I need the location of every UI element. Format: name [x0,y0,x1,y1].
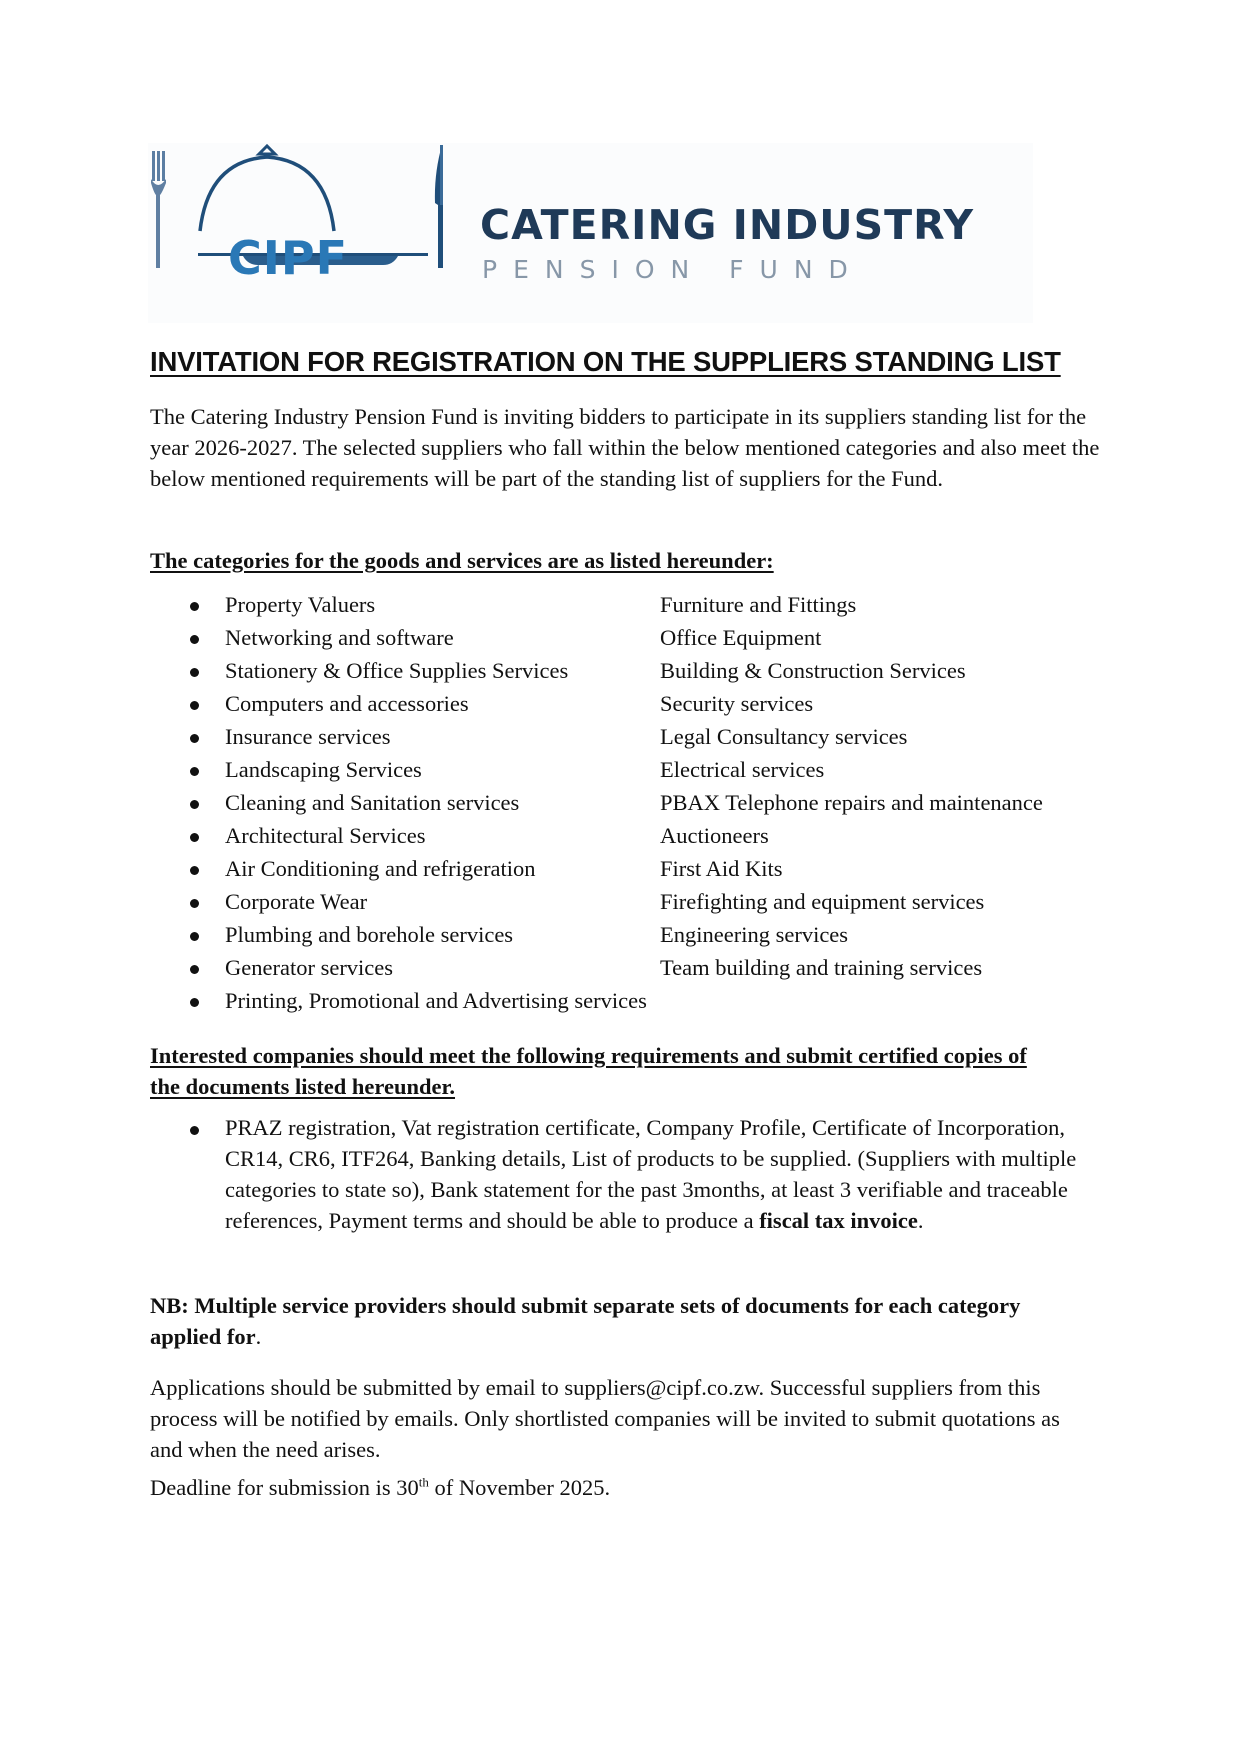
logo-title: CATERING INDUSTRY [480,201,975,249]
bullet-icon [190,899,199,908]
category-right: PBAX Telephone repairs and maintenance [660,790,1043,815]
nb-bold: NB: Multiple service providers should submit separate sets of documents for each category applied for [150,1293,1021,1349]
category-left: Stationery & Office Supplies Services [225,658,569,683]
cipf-logo [148,143,1033,323]
category-row [0,819,1241,852]
deadline-ordinal: th [418,1474,429,1490]
category-row [0,588,1241,621]
requirements-heading: Interested companies should meet the following requirements and submit certified copies of the documents listed hereunder. [150,1043,1027,1099]
category-right: Auctioneers [660,823,769,848]
category-left: Computers and accessories [225,691,469,716]
bullet-icon [190,932,199,941]
intro-paragraph: The Catering Industry Pension Fund is inviting bidders to participate in its suppliers standing list for the year 2026-2027. The selected suppliers who fall within the below mentioned categories and also meet the below mentioned requirements will be part of the standing list of suppliers for the Fund. [150,404,1100,491]
bullet-icon [190,767,199,776]
bullet-icon [190,1126,199,1135]
category-right: Firefighting and equipment services [660,889,985,914]
categories-list [0,588,1241,1017]
category-left: Architectural Services [225,823,426,848]
nb-end: . [255,1324,262,1349]
logo-subtitle: PENSION FUND [482,255,864,284]
category-row [0,852,1241,885]
category-right: Legal Consultancy services [660,724,908,749]
category-left: Networking and software [225,625,454,650]
category-right: Team building and training services [660,955,983,980]
bullet-icon [190,833,199,842]
requirements-end: . [917,1208,924,1233]
category-row [0,918,1241,951]
bullet-icon [190,866,199,875]
category-right: Electrical services [660,757,825,782]
category-right: Security services [660,691,814,716]
category-right: Furniture and Fittings [660,592,857,617]
bullet-icon [190,701,199,710]
bullet-icon [190,668,199,677]
fork-icon [151,151,166,268]
bullet-icon [190,635,199,644]
category-right: Building & Construction Services [660,658,966,683]
bullet-icon [190,734,199,743]
page-title: INVITATION FOR REGISTRATION ON THE SUPPLIERS STANDING LIST [150,346,1061,377]
category-left: Property Valuers [225,592,376,617]
categories-heading: The categories for the goods and services are as listed hereunder: [150,548,774,573]
requirements-item [225,1112,1105,1236]
logo-monogram: CIPF [228,231,349,285]
category-row [0,753,1241,786]
requirements-text: PRAZ registration, Vat registration certificate, Company Profile, Certificate of Incorporation, CR14, CR6, ITF264, Banking details, List of products to be supplied. (Suppliers with multiple categories to state so), Bank statement for the past 3months, at least 3 verifiable and traceable references, Payment terms and should be able to produce a [225,1115,1077,1233]
category-left: Landscaping Services [225,757,422,782]
category-left: Plumbing and borehole services [225,922,514,947]
category-right: First Aid Kits [660,856,783,881]
category-row [0,687,1241,720]
requirements-bold: fiscal tax invoice [759,1208,918,1233]
deadline-prefix: Deadline for submission is 30 [150,1475,419,1500]
category-row [0,720,1241,753]
category-row [0,621,1241,654]
category-left: Insurance services [225,724,391,749]
category-left: Generator services [225,955,394,980]
bullet-icon [190,965,199,974]
bullet-icon [190,998,199,1007]
deadline-paragraph [150,1472,1100,1503]
category-right: Office Equipment [660,625,822,650]
bullet-icon [190,800,199,809]
category-row [0,786,1241,819]
category-left: Air Conditioning and refrigeration [225,856,536,881]
category-left: Printing, Promotional and Advertising services [225,988,647,1013]
category-row [0,984,1241,1017]
category-left: Cleaning and Sanitation services [225,790,520,815]
category-row [0,885,1241,918]
bullet-icon [190,602,199,611]
nb-note [150,1290,1050,1352]
knife-icon [435,145,443,268]
application-paragraph: Applications should be submitted by email to suppliers@cipf.co.zw. Successful suppliers from this process will be notified by emails. Only shortlisted companies will be invited to submit quotations as and when the need arises. [150,1375,1060,1462]
category-left: Corporate Wear [225,889,368,914]
category-row [0,654,1241,687]
deadline-rest: of November 2025. [428,1475,611,1500]
category-right: Engineering services [660,922,849,947]
category-row [0,951,1241,984]
